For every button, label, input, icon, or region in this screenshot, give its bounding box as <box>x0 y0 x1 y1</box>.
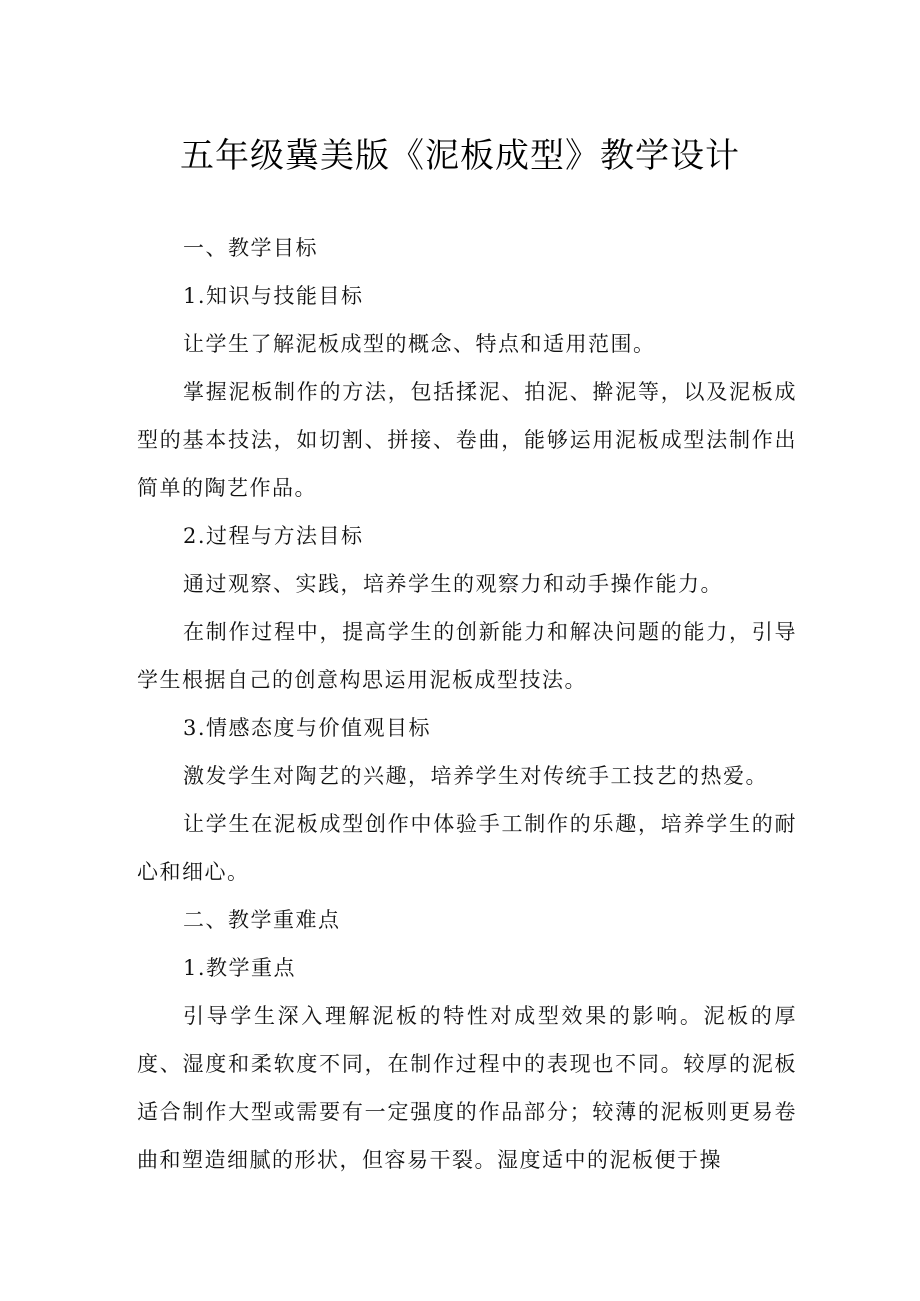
document-body <box>137 224 797 1184</box>
section-heading-objectives: 一、教学目标 <box>183 236 318 260</box>
paragraph: 引导学生深入理解泥板的特性对成型效果的影响。泥板的厚度、湿度和柔软度不同，在制作过程中的表现也不同。较厚的泥板适合制作大型或需要有一定强度的作品部分；较薄的泥板则更易卷曲和塑造细腻的形状，但容易干裂。湿度适中的泥板便于操 <box>137 1004 797 1172</box>
paragraph: 让学生在泥板成型创作中体验手工制作的乐趣，培养学生的耐心和细心。 <box>137 812 797 884</box>
paragraph: 通过观察、实践，培养学生的观察力和动手操作能力。 <box>183 572 723 596</box>
subheading-knowledge-skills: 1.知识与技能目标 <box>183 284 364 308</box>
subheading-teaching-focus: 1.教学重点 <box>183 956 297 980</box>
section-heading-key-points: 二、教学重难点 <box>183 908 341 932</box>
subheading-process-methods: 2.过程与方法目标 <box>183 524 364 548</box>
subheading-emotion-values: 3.情感态度与价值观目标 <box>183 716 432 740</box>
paragraph: 在制作过程中，提高学生的创新能力和解决问题的能力，引导学生根据自己的创意构思运用泥板成型技法。 <box>137 620 797 692</box>
paragraph: 让学生了解泥板成型的概念、特点和适用范围。 <box>183 332 656 356</box>
paragraph: 激发学生对陶艺的兴趣，培养学生对传统手工技艺的热爱。 <box>183 764 768 788</box>
document-title: 五年级冀美版《泥板成型》教学设计 <box>180 136 740 176</box>
paragraph: 掌握泥板制作的方法，包括揉泥、拍泥、擀泥等，以及泥板成型的基本技法，如切割、拼接、卷曲，能够运用泥板成型法制作出简单的陶艺作品。 <box>137 380 797 500</box>
